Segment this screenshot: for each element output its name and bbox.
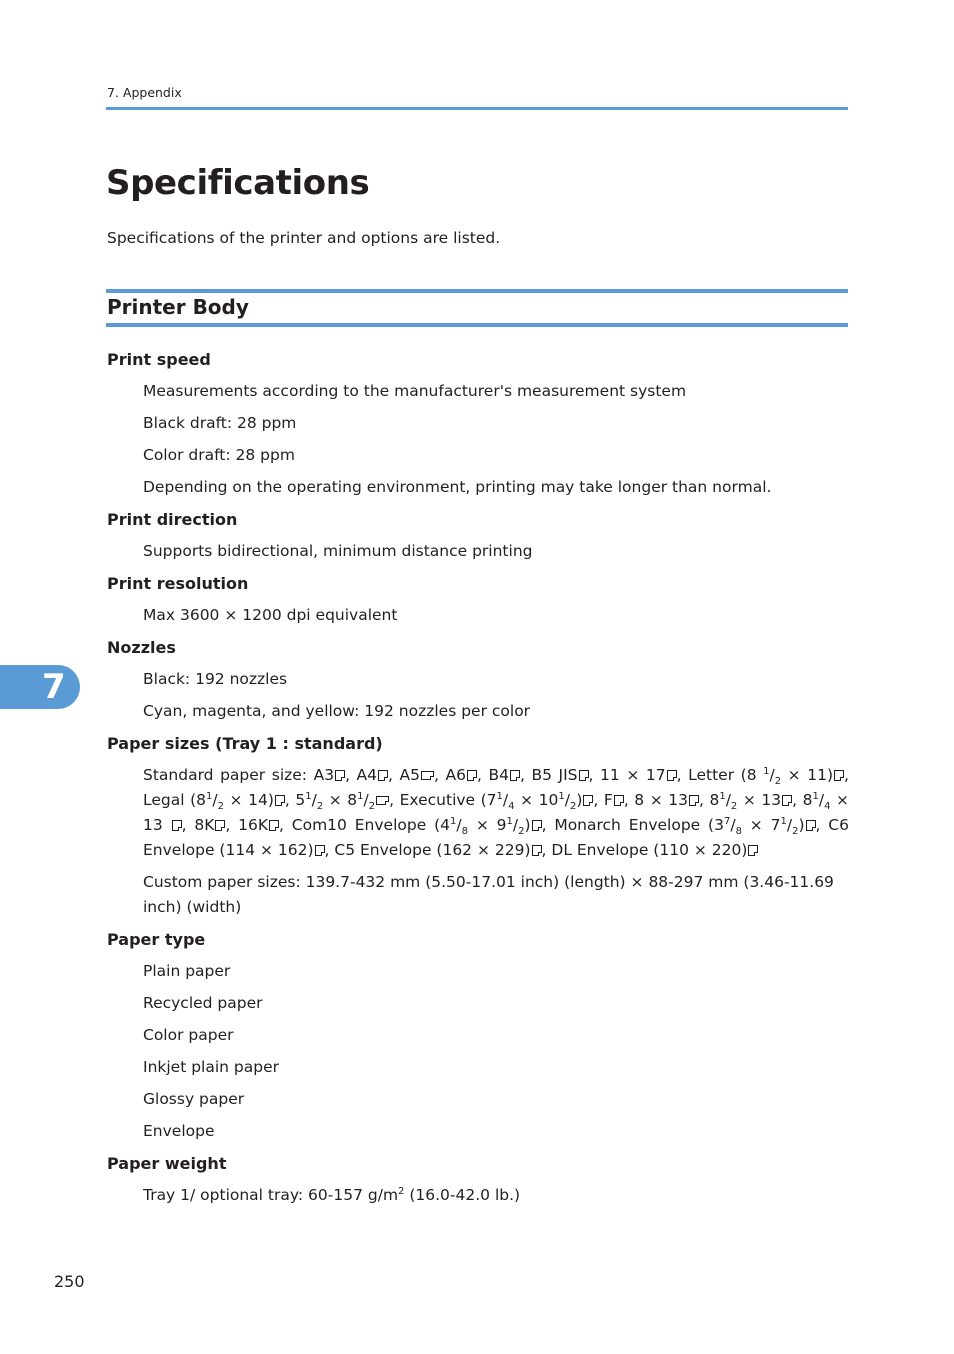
denominator: 8 <box>461 826 468 838</box>
text-run: ) <box>798 816 805 834</box>
text-run: , F <box>593 791 613 809</box>
denominator: 2 <box>569 801 577 813</box>
numerator: 1 <box>780 815 787 827</box>
term-print-resolution: Print resolution <box>107 574 249 593</box>
denominator: 4 <box>508 801 515 813</box>
fraction-slash: / <box>818 791 825 809</box>
text-run: , 16K <box>225 816 269 834</box>
text-run: × 9 <box>467 816 507 834</box>
portrait-paper-icon <box>532 820 542 831</box>
fraction-slash: / <box>363 791 369 809</box>
text-run: , 8K <box>181 816 215 834</box>
fraction-slash: / <box>212 791 218 809</box>
landscape-paper-icon <box>421 771 434 780</box>
text-run: × 8 <box>323 791 358 809</box>
chapter-tab <box>0 665 80 709</box>
text-run: , A5 <box>388 766 420 784</box>
numerator: 1 <box>506 815 513 827</box>
intro-text: Specifications of the printer and options are listed. <box>107 229 501 247</box>
text-run: × 11) <box>781 766 834 784</box>
text-run: × 14) <box>224 791 274 809</box>
denominator: 2 <box>792 826 799 838</box>
spec-value: Max 3600 × 1200 dpi equivalent <box>143 606 398 624</box>
spec-value: Plain paper <box>143 962 231 980</box>
section-title: Printer Body <box>107 295 249 319</box>
portrait-paper-icon <box>378 770 388 781</box>
text-run: , B5 JIS <box>519 766 578 784</box>
text-run: × 13 <box>737 791 782 809</box>
text-run: , 5 <box>284 791 306 809</box>
superscript: 2 <box>398 1185 405 1197</box>
numerator: 1 <box>812 790 819 802</box>
denominator: 2 <box>217 801 224 813</box>
spec-value: Recycled paper <box>143 994 263 1012</box>
numerator: 1 <box>450 815 457 827</box>
fraction-slash: / <box>730 816 736 834</box>
landscape-paper-icon <box>376 796 389 805</box>
standard-paper-sizes <box>143 763 849 863</box>
numerator: 1 <box>357 790 364 802</box>
text-run: , 8 <box>792 791 813 809</box>
portrait-paper-icon <box>172 820 182 831</box>
text-run: (16.0-42.0 lb.) <box>404 1186 521 1204</box>
denominator: 4 <box>824 801 831 813</box>
denominator: 2 <box>774 776 782 788</box>
portrait-paper-icon <box>689 795 699 806</box>
text-run: , Letter (8 <box>676 766 764 784</box>
text-run: × 10 <box>514 791 559 809</box>
text-run: , A4 <box>345 766 378 784</box>
text-run: Standard paper size: A3 <box>143 766 335 784</box>
fraction-slash: / <box>502 791 509 809</box>
spec-value: Color draft: 28 ppm <box>143 446 295 464</box>
portrait-paper-icon <box>583 795 593 806</box>
text-run: Tray 1/ optional tray: 60-157 g/m <box>143 1186 399 1204</box>
spec-value: Measurements according to the manufacturer's measurement system <box>143 382 687 400</box>
fraction-slash: / <box>456 816 462 834</box>
portrait-paper-icon <box>834 770 844 781</box>
text-run: , DL Envelope (110 × 220) <box>541 841 748 859</box>
portrait-paper-icon <box>215 820 225 831</box>
chapter-number: 7 <box>42 667 66 707</box>
fraction-slash: / <box>725 791 731 809</box>
spec-value: Envelope <box>143 1122 215 1140</box>
text-run: , Legal (8 <box>143 766 849 809</box>
text-run: , Executive (7 <box>389 791 497 809</box>
portrait-paper-icon <box>275 795 285 806</box>
term-paper-sizes: Paper sizes (Tray 1 : standard) <box>107 734 383 753</box>
numerator: 1 <box>763 765 770 777</box>
denominator: 2 <box>316 801 324 813</box>
portrait-paper-icon <box>782 795 792 806</box>
text-run: ) <box>524 816 531 834</box>
portrait-paper-icon <box>614 795 624 806</box>
term-paper-weight: Paper weight <box>107 1154 227 1173</box>
spec-content <box>107 347 849 1215</box>
running-header: 7. Appendix <box>107 85 182 100</box>
portrait-paper-icon <box>748 845 758 856</box>
spec-value: Glossy paper <box>143 1090 245 1108</box>
portrait-paper-icon <box>579 770 589 781</box>
fraction-slash: / <box>786 816 793 834</box>
text-run: , 8 <box>698 791 720 809</box>
fraction-slash: / <box>512 816 519 834</box>
text-run: , 11 × 17 <box>588 766 666 784</box>
text-run: , Monarch Envelope (3 <box>541 816 724 834</box>
term-nozzles: Nozzles <box>107 638 176 657</box>
spec-value: Supports bidirectional, minimum distance printing <box>143 542 533 560</box>
text-run: , C6 Envelope (114 × 162) <box>143 816 849 859</box>
text-run: × 13 <box>143 791 849 834</box>
term-paper-type: Paper type <box>107 930 206 949</box>
page-number: 250 <box>54 1272 85 1291</box>
denominator: 2 <box>368 801 376 813</box>
spec-value: Cyan, magenta, and yellow: 192 nozzles per color <box>143 702 531 720</box>
numerator: 1 <box>719 790 726 802</box>
spec-value: Color paper <box>143 1026 234 1044</box>
page-title: Specifications <box>106 163 370 203</box>
fraction-slash: / <box>311 791 317 809</box>
header-rule <box>106 107 848 110</box>
numerator: 1 <box>305 790 312 802</box>
text-run: , B4 <box>476 766 509 784</box>
spec-value <box>143 1183 849 1208</box>
term-print-direction: Print direction <box>107 510 238 529</box>
denominator: 2 <box>730 801 738 813</box>
spec-value: Black: 192 nozzles <box>143 670 288 688</box>
portrait-paper-icon <box>315 845 325 856</box>
spec-value: Inkjet plain paper <box>143 1058 280 1076</box>
denominator: 2 <box>518 826 525 838</box>
text-run: × 7 <box>741 816 781 834</box>
portrait-paper-icon <box>269 820 279 831</box>
term-print-speed: Print speed <box>107 350 211 369</box>
section-rule-bottom <box>106 323 848 327</box>
text-run: ) <box>576 791 583 809</box>
text-run: , Com10 Envelope (4 <box>279 816 450 834</box>
numerator: 1 <box>558 790 565 802</box>
portrait-paper-icon <box>532 845 542 856</box>
portrait-paper-icon <box>510 770 520 781</box>
text-run: , 8 × 13 <box>623 791 688 809</box>
portrait-paper-icon <box>667 770 677 781</box>
numerator: 7 <box>723 815 731 827</box>
portrait-paper-icon <box>335 770 345 781</box>
fraction-slash: / <box>564 791 570 809</box>
numerator: 1 <box>496 790 503 802</box>
portrait-paper-icon <box>806 820 816 831</box>
portrait-paper-icon <box>467 770 477 781</box>
spec-value: Black draft: 28 ppm <box>143 414 297 432</box>
spec-value: Depending on the operating environment, printing may take longer than normal. <box>143 478 772 496</box>
section-rule-top <box>106 289 848 293</box>
denominator: 8 <box>735 826 742 838</box>
custom-paper-sizes: Custom paper sizes: 139.7-432 mm (5.50-17.01 inch) (length) × 88-297 mm (3.46-11.69 inch) (width) <box>143 873 834 916</box>
numerator: 1 <box>206 790 213 802</box>
text-run: , C5 Envelope (162 × 229) <box>324 841 531 859</box>
fraction-slash: / <box>769 766 775 784</box>
text-run: , A6 <box>434 766 466 784</box>
